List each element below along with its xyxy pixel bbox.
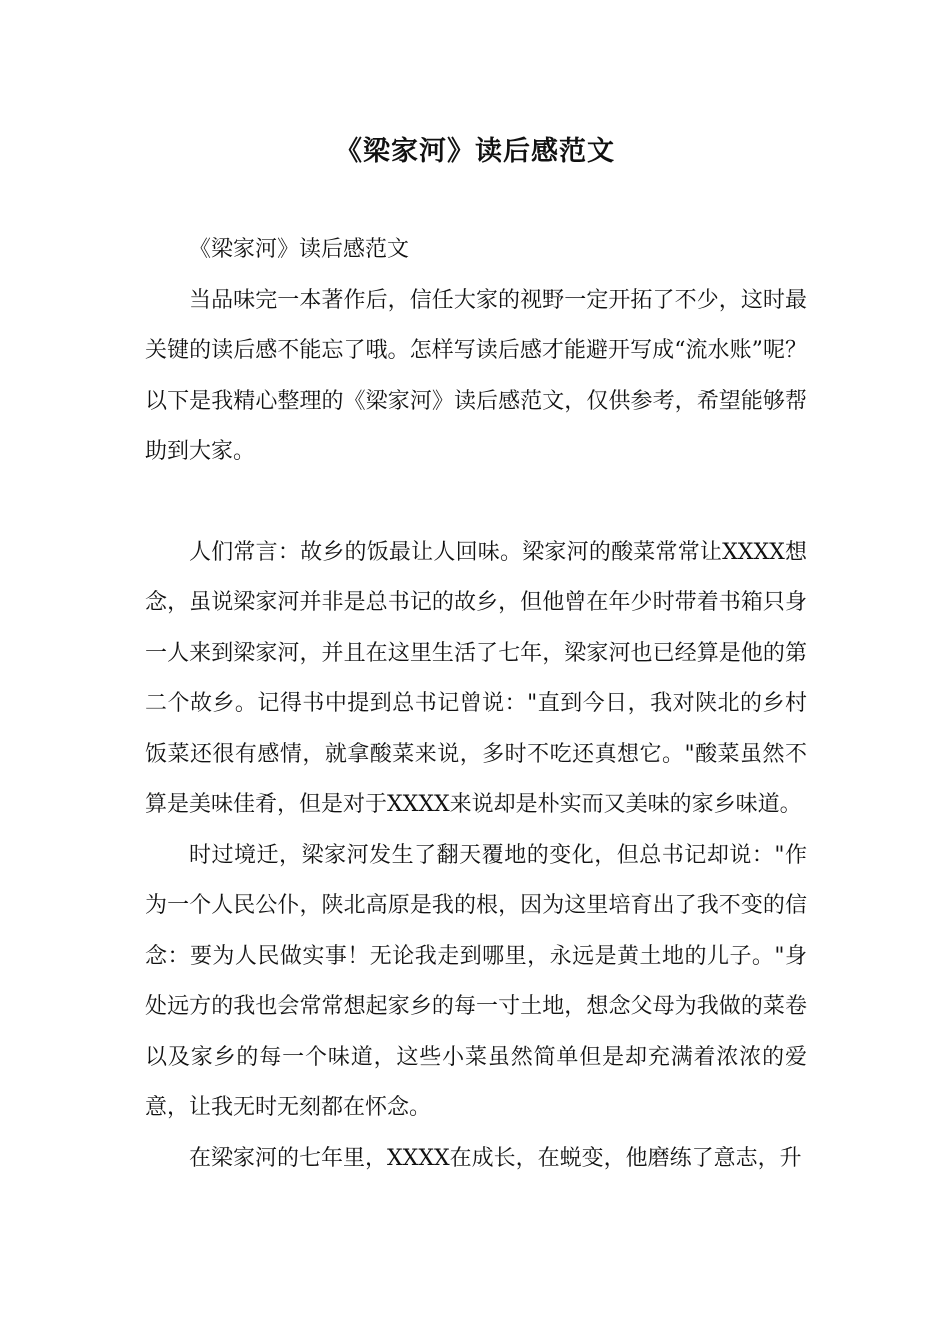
paragraph-gap (145, 478, 807, 528)
paragraph-body-1: 人们常言：故乡的饭最让人回味。梁家河的酸菜常常让XXXX想念，虽说梁家河并非是总书记的故乡，但他曾在年少时带着书箱只身一人来到梁家河，并且在这里生活了七年，梁家河也已经算是他的第二个故乡。记得书中提到总书记曾说："直到今日，我对陕北的乡村饭菜还很有感情，就拿酸菜来说，多时不吃还真想它。"酸菜虽然不算是美味佳肴，但是对于XXXX来说却是朴实而又美味的家乡味道。 (145, 539, 807, 817)
paragraph-intro: 当品味完一本著作后，信任大家的视野一定开拓了不少，这时最关键的读后感不能忘了哦。怎样写读后感才能避开写成“流水账”呢？以下是我精心整理的《梁家河》读后感范文，仅供参考，希望能够帮助到大家。 (145, 287, 807, 464)
paragraph-body-2: 时过境迁，梁家河发生了翻天覆地的变化，但总书记却说："作为一个人民公仆，陕北高原是我的根，因为这里培育出了我不变的信念：要为人民做实事！无论我走到哪里，永远是黄土地的儿子。"身处远方的我也会常常想起家乡的每一寸土地，想念父母为我做的菜卷以及家乡的每一个味道，这些小菜虽然简单但是却充满着浓浓的爱意，让我无时无刻都在怀念。 (145, 842, 807, 1120)
document-title: 《梁家河》读后感范文 (335, 136, 615, 167)
document-body (145, 225, 807, 1184)
paragraph-body-3: 在梁家河的七年里，XXXX在成长，在蜕变，他磨练了意志，升 (189, 1145, 802, 1171)
paragraph-subtitle: 《梁家河》读后感范文 (189, 237, 410, 262)
